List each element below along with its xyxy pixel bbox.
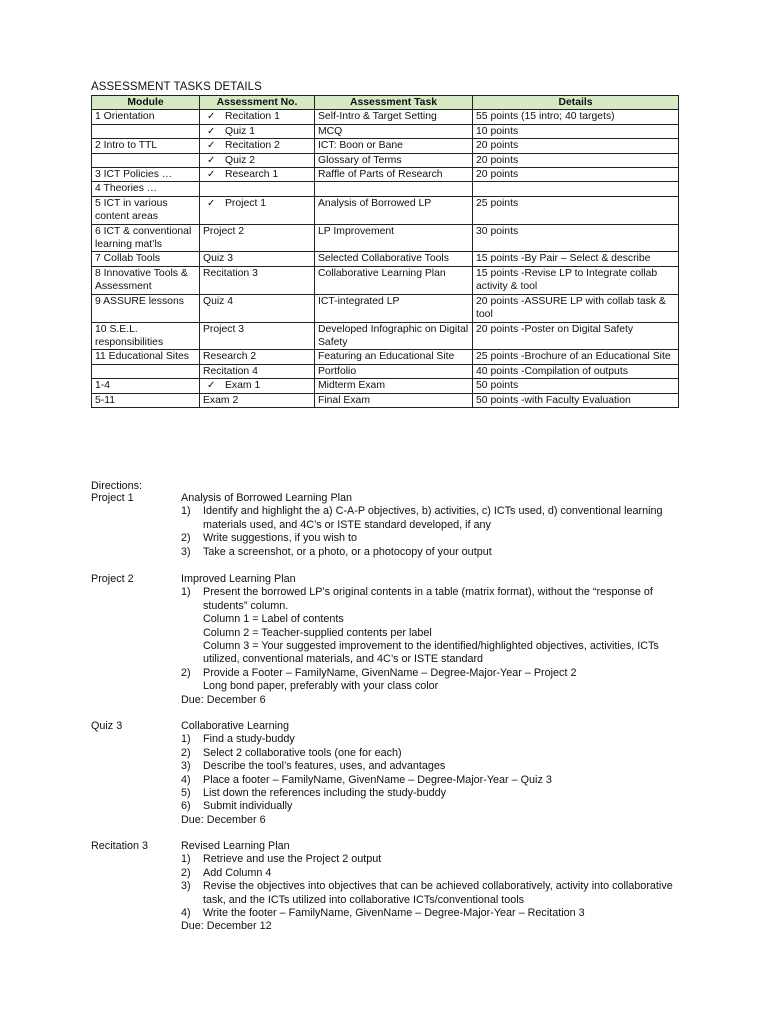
table-header-row xyxy=(92,96,679,110)
step-text: Present the borrowed LP’s original contents in a table (matrix format), without the “response of students” column. xyxy=(203,586,653,612)
assessment-task-cell: Analysis of Borrowed LP xyxy=(315,196,473,224)
column-description: Column 3 = Your suggested improvement to the identified/highlighted objectives, activities, ICTs utilized, conventional materials, and 4C’s or ISTE standard xyxy=(203,640,659,666)
column-description: Column 2 = Teacher-supplied contents per label xyxy=(203,626,432,639)
directions-label: Directions: xyxy=(91,480,143,492)
step-note: Long bond paper, preferably with your class color xyxy=(203,680,439,693)
assessment-task-cell: Featuring an Educational Site xyxy=(315,350,473,364)
module-cell: 1 Orientation xyxy=(92,110,200,124)
table-row xyxy=(92,182,679,196)
table-row xyxy=(92,379,679,393)
list-item xyxy=(181,774,691,787)
assessment-no-cell xyxy=(200,110,315,124)
step-number: 1) xyxy=(181,733,191,746)
step-text: Submit individually xyxy=(203,800,293,813)
table-row xyxy=(92,266,679,294)
module-cell: 7 Collab Tools xyxy=(92,252,200,266)
assessment-no-text: Project 3 xyxy=(203,323,245,335)
section-name: Project 1 xyxy=(91,492,134,504)
table-row xyxy=(92,393,679,407)
section-body xyxy=(181,492,691,559)
check-icon: ✓ xyxy=(207,154,216,166)
list-item xyxy=(181,867,691,880)
step-number: 1) xyxy=(181,586,191,599)
assessment-no-cell xyxy=(200,393,315,407)
table-row xyxy=(92,153,679,167)
list-item xyxy=(181,760,691,773)
assessment-table xyxy=(91,95,679,408)
assessment-task-cell: Midterm Exam xyxy=(315,379,473,393)
assessment-task-cell: Selected Collaborative Tools xyxy=(315,252,473,266)
list-item xyxy=(181,800,691,813)
section-heading: Collaborative Learning xyxy=(181,720,290,732)
module-cell: 6 ICT & conventional learning mat’ls xyxy=(92,224,200,252)
assessment-task-cell: Portfolio xyxy=(315,364,473,378)
section-heading: Analysis of Borrowed Learning Plan xyxy=(181,492,353,504)
assessment-no-text: Research 2 xyxy=(203,351,257,363)
step-text: Place a footer – FamilyName, GivenName – Degree-Major-Year – Quiz 3 xyxy=(203,773,552,786)
assessment-no-cell xyxy=(200,322,315,350)
table-row xyxy=(92,168,679,182)
table-row xyxy=(92,364,679,378)
step-number: 3) xyxy=(181,880,191,893)
section-name: Quiz 3 xyxy=(91,720,123,732)
section-name: Project 2 xyxy=(91,573,134,585)
list-item xyxy=(181,747,691,760)
step-number: 2) xyxy=(181,666,191,679)
assessment-no-text: Exam 2 xyxy=(203,394,239,406)
step-text: List down the references including the study-buddy xyxy=(203,787,447,800)
details-cell: 25 points xyxy=(473,196,679,224)
module-cell: 10 S.E.L. responsibilities xyxy=(92,322,200,350)
check-icon: ✓ xyxy=(207,197,216,209)
table-row xyxy=(92,224,679,252)
module-cell xyxy=(92,364,200,378)
assessment-task-cell: Final Exam xyxy=(315,393,473,407)
section-body xyxy=(181,573,691,707)
module-cell: 3 ICT Policies … xyxy=(92,168,200,182)
details-cell: 50 points xyxy=(473,379,679,393)
list-item xyxy=(181,880,691,907)
table-row xyxy=(92,110,679,124)
section-body xyxy=(181,840,691,934)
assessment-no-cell xyxy=(200,379,315,393)
check-icon: ✓ xyxy=(207,140,216,152)
module-cell: 1-4 xyxy=(92,379,200,393)
assessment-no-text: Project 2 xyxy=(203,225,245,237)
assessment-task-cell: Collaborative Learning Plan xyxy=(315,266,473,294)
column-header: Module xyxy=(92,96,200,110)
table-row xyxy=(92,124,679,138)
section-heading: Improved Learning Plan xyxy=(181,573,296,585)
assessment-no-cell xyxy=(200,294,315,322)
page-title: ASSESSMENT TASKS DETAILS xyxy=(91,81,262,93)
column-header: Assessment No. xyxy=(200,96,315,110)
step-text: Retrieve and use the Project 2 output xyxy=(203,853,382,866)
assessment-no-cell xyxy=(200,124,315,138)
step-text: Write the footer – FamilyName, GivenName – Degree-Major-Year – Recitation 3 xyxy=(203,907,585,920)
step-number: 3) xyxy=(181,760,191,773)
table-row xyxy=(92,322,679,350)
due-date: Due: December 6 xyxy=(181,693,266,706)
details-cell: 15 points -Revise LP to Integrate collab activity & tool xyxy=(473,266,679,294)
module-cell: 11 Educational Sites xyxy=(92,350,200,364)
details-cell: 20 points xyxy=(473,168,679,182)
section-heading: Revised Learning Plan xyxy=(181,840,290,852)
step-text: Find a study-buddy xyxy=(203,733,295,746)
column-header: Assessment Task xyxy=(315,96,473,110)
step-text: Describe the tool’s features, uses, and advantages xyxy=(203,760,446,773)
details-cell: 30 points xyxy=(473,224,679,252)
step-text: Identify and highlight the a) C-A-P objectives, b) activities, c) ICTs used, d) conventional learning materials used, and 4C’s or ISTE standard developed, if any xyxy=(203,505,663,531)
check-icon: ✓ xyxy=(207,125,216,137)
step-number: 2) xyxy=(181,746,191,759)
step-number: 5) xyxy=(181,787,191,800)
assessment-no-cell xyxy=(200,196,315,224)
list-item xyxy=(181,733,691,746)
details-cell: 25 points -Brochure of an Educational Site xyxy=(473,350,679,364)
module-cell: 2 Intro to TTL xyxy=(92,139,200,153)
step-number: 2) xyxy=(181,866,191,879)
step-number: 6) xyxy=(181,800,191,813)
column-description: Column 1 = Label of contents xyxy=(203,613,344,626)
step-number: 1) xyxy=(181,853,191,866)
module-cell: 5 ICT in various content areas xyxy=(92,196,200,224)
table-row xyxy=(92,350,679,364)
due-date: Due: December 12 xyxy=(181,920,272,933)
section-name: Recitation 3 xyxy=(91,840,149,852)
table-row xyxy=(92,252,679,266)
module-cell xyxy=(92,153,200,167)
list-item xyxy=(181,546,691,559)
assessment-task-cell: Raffle of Parts of Research xyxy=(315,168,473,182)
check-icon: ✓ xyxy=(207,111,216,123)
assessment-no-cell xyxy=(200,364,315,378)
assessment-task-cell xyxy=(315,182,473,196)
step-text: Select 2 collaborative tools (one for each) xyxy=(203,746,402,759)
list-item xyxy=(181,787,691,800)
assessment-no-text: Exam 1 xyxy=(225,380,261,392)
module-cell: 8 Innovative Tools & Assessment xyxy=(92,266,200,294)
module-cell: 5-11 xyxy=(92,393,200,407)
step-text: Provide a Footer – FamilyName, GivenName – Degree-Major-Year – Project 2 xyxy=(203,666,577,679)
assessment-task-cell: Developed Infographic on Digital Safety xyxy=(315,322,473,350)
assessment-no-text: Quiz 3 xyxy=(203,253,234,265)
section-body xyxy=(181,720,691,827)
details-cell: 15 points -By Pair – Select & describe xyxy=(473,252,679,266)
list-item xyxy=(181,532,691,545)
details-cell: 20 points xyxy=(473,139,679,153)
assessment-no-cell xyxy=(200,153,315,167)
assessment-no-cell xyxy=(200,252,315,266)
assessment-task-cell: LP Improvement xyxy=(315,224,473,252)
assessment-no-text: Research 1 xyxy=(225,169,279,181)
step-number: 4) xyxy=(181,907,191,920)
due-date: Due: December 6 xyxy=(181,813,266,826)
step-text: Revise the objectives into objectives that can be achieved collaboratively, activity into collaborative task, and the ICTs utilized into collaborative ICTs/conventional tools xyxy=(203,880,673,906)
details-cell xyxy=(473,182,679,196)
table-row xyxy=(92,139,679,153)
list-item xyxy=(181,505,691,532)
module-cell xyxy=(92,124,200,138)
list-item xyxy=(181,667,691,680)
assessment-no-cell xyxy=(200,168,315,182)
assessment-task-cell: Self-Intro & Target Setting xyxy=(315,110,473,124)
assessment-task-cell: ICT-integrated LP xyxy=(315,294,473,322)
table-row xyxy=(92,196,679,224)
details-cell: 50 points -with Faculty Evaluation xyxy=(473,393,679,407)
check-icon: ✓ xyxy=(207,380,216,392)
details-cell: 20 points -Poster on Digital Safety xyxy=(473,322,679,350)
module-cell: 9 ASSURE lessons xyxy=(92,294,200,322)
assessment-no-cell xyxy=(200,224,315,252)
details-cell: 40 points -Compilation of outputs xyxy=(473,364,679,378)
step-number: 1) xyxy=(181,505,191,518)
assessment-no-text: Quiz 2 xyxy=(225,154,256,166)
assessment-no-text: Project 1 xyxy=(225,197,267,209)
list-item xyxy=(181,853,691,866)
step-number: 3) xyxy=(181,545,191,558)
details-cell: 10 points xyxy=(473,124,679,138)
assessment-no-text: Recitation 3 xyxy=(203,267,258,279)
column-header: Details xyxy=(473,96,679,110)
assessment-no-text: Recitation 1 xyxy=(225,111,280,123)
table-row xyxy=(92,294,679,322)
list-item xyxy=(181,586,691,613)
assessment-task-cell: ICT: Boon or Bane xyxy=(315,139,473,153)
step-number: 2) xyxy=(181,532,191,545)
details-cell: 20 points xyxy=(473,153,679,167)
list-item xyxy=(181,907,691,920)
details-cell: 20 points -ASSURE LP with collab task & tool xyxy=(473,294,679,322)
assessment-no-cell xyxy=(200,350,315,364)
step-text: Add Column 4 xyxy=(203,866,272,879)
assessment-no-text: Recitation 2 xyxy=(225,140,280,152)
assessment-task-cell: Glossary of Terms xyxy=(315,153,473,167)
check-icon: ✓ xyxy=(207,169,216,181)
assessment-no-text: Recitation 4 xyxy=(203,365,258,377)
assessment-no-cell xyxy=(200,139,315,153)
details-cell: 55 points (15 intro; 40 targets) xyxy=(473,110,679,124)
assessment-no-text: Quiz 1 xyxy=(225,125,256,137)
assessment-no-text: Quiz 4 xyxy=(203,295,234,307)
step-text: Take a screenshot, or a photo, or a photocopy of your output xyxy=(203,545,492,558)
module-cell: 4 Theories … xyxy=(92,182,200,196)
assessment-no-cell xyxy=(200,182,315,196)
assessment-task-cell: MCQ xyxy=(315,124,473,138)
assessment-no-cell xyxy=(200,266,315,294)
step-text: Write suggestions, if you wish to xyxy=(203,532,358,545)
step-number: 4) xyxy=(181,773,191,786)
